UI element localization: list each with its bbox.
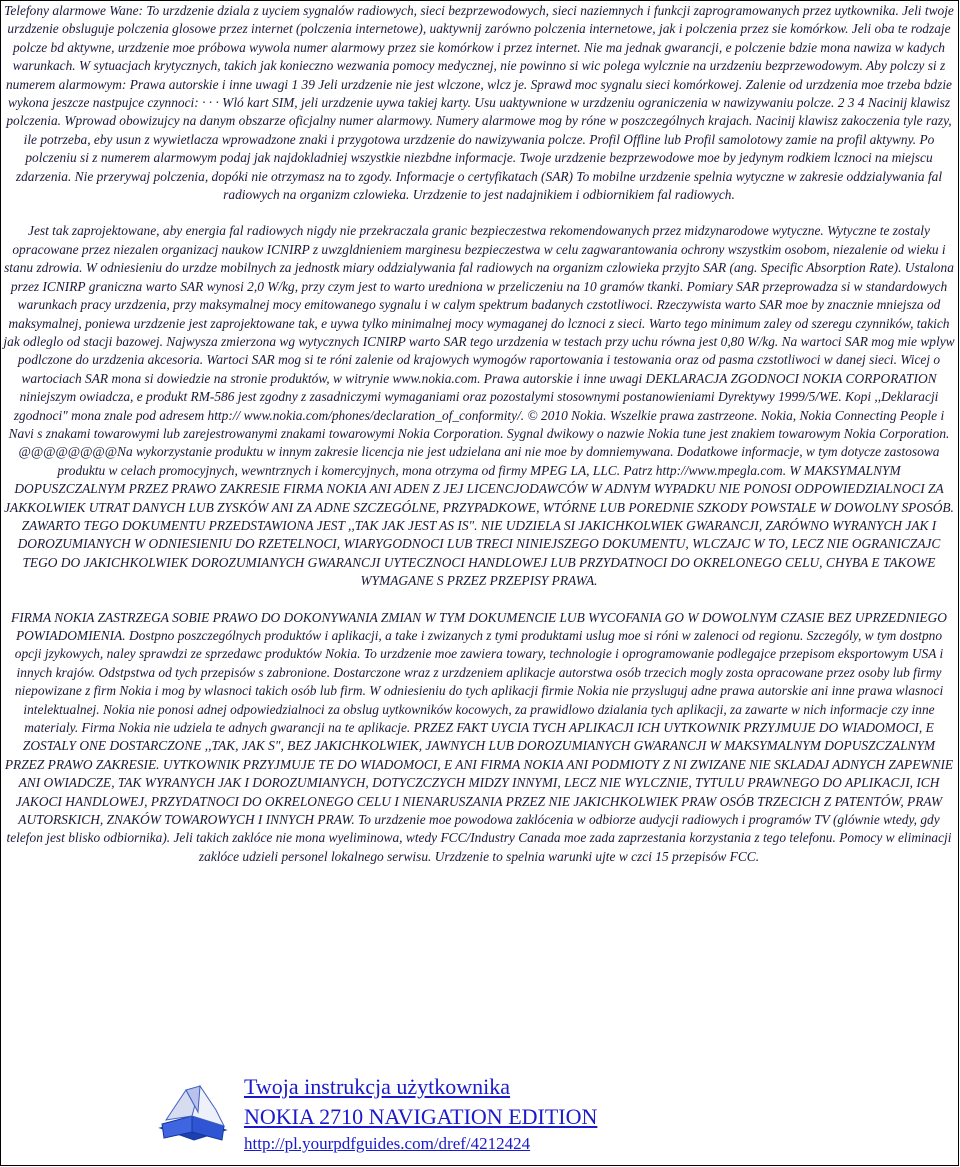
footer-links: [244, 1072, 597, 1155]
paragraph-gap: [3, 204, 955, 222]
document-body: [3, 2, 955, 866]
paragraph-sar-copyright: Jest tak zaprojektowane, aby energia fal radiowych nigdy nie przekraczala granic bezpieczestwa rekomendowanych przez midzynarodowe wytyczne. Wytyczne te zostaly opracowane przez niezalen organizacj naukow ICNIRP z uwzgldnieniem marginesu bezpieczestwa w celu zagwarantowania ochrony wszystkim osobom, niezalenie od wieku i stanu zdrowia. W odniesieniu do urzdze mobilnych za jednostk miary oddzialywania fal radiowych na organizm czlowieka przyjto SAR (ang. Specific Absorption Rate). Ustalona przez ICNIRP graniczna warto SAR wynosi 2,0 W/kg, przy czym jest to warto uredniona w przeliczeniu na 10 gramów tkanki. Pomiary SAR przeprowadza si w standardowych warunkach pracy urzdzenia, przy maksymalnej mocy emitowanego sygnalu i w calym spektrum badanych czstotliwoci. Rzeczywista warto SAR moe by znacznie mniejsza od maksymalnej, poniewa urzdzenie jest zaprojektowane tak, e uywa tylko minimalnej mocy wymaganej do lcznoci z sieci. Warto tego minimum zaley od szeregu czynników, takich jak odleglo od stacji bazowej. Najwysza zmierzona wg wytycznych ICNIRP warto SAR tego urzdzenia w testach przy uchu równa jest 0,80 W/kg. Na wartoci SAR mog mie wplyw podlczone do urzdzenia akcesoria. Wartoci SAR mog si te róni zalenie od krajowych wymogów raportowania i testowania oraz od pasma czstotliwoci w danej sieci. Wicej o wartociach SAR mona si dowiedzie na stronie produktów, w witrynie www.nokia.com. Prawa autorskie i inne uwagi DEKLARACJA ZGODNOCI NOKIA CORPORATION niniejszym owiadcza, e produkt RM-586 jest zgodny z zasadniczymi wymaganiami oraz pozostalymi stosownymi postanowieniami Dyrektywy 1999/5/WE. Kopi ,,Deklaracji zgodnoci" mona znale pod adresem http:// www.nokia.com/phones/declaration_of_conformity/. © 2010 Nokia. Wszelkie prawa zastrzeone. Nokia, Nokia Connecting People i Navi s znakami towarowymi lub zarejestrowanymi znakami towarowymi Nokia Corporation. Sygnal dwikowy o nazwie Nokia tune jest znakiem towarowym Nokia Corporation. @@@@@@@@Na wykorzystanie produktu w innym zakresie licencja nie jest udzielana ani nie moe by domniemywana. Dodatkowe informacje, w tym dotycze zastosowa produktu w celach promocyjnych, wewntrznych i komercyjnych, mona otrzyma od firmy MPEG LA, LLC. Patrz http://www.mpegla.com. W MAKSYMALNYM DOPUSZCZALNYM PRZEZ PRAWO ZAKRESIE FIRMA NOKIA ANI ADEN Z JEJ LICENCJODAWCÓW W ADNYM WYPADKU NIE PONOSI ODPOWIEDZIALNOCI ZA JAKKOLWIEK UTRAT DANYCH LUB ZYSKÓW ANI ZA ADNE SZCZEGÓLNE, PRZYPADKOWE, WTÓRNE LUB POREDNIE SZKODY POWSTALE W DOWOLNY SPOSÓB. ZAWARTO TEGO DOKUMENTU PRZEDSTAWIONA JEST ,,TAK JAK JEST AS IS". NIE UDZIELA SI JAKICHKOLWIEK GWARANCJI, ZARÓWNO WYRANYCH JAK I DOROZUMIANYCH W ODNIESIENIU DO RZETELNOCI, WIARYGODNOCI LUB TRECI NINIEJSZEGO DOKUMENTU, WLCZAJC W TO, LECZ NIE OGRANICZAJC TEGO DO JAKICHKOLWIEK DOROZUMIANYCH GWARANCJI UYTECZNOCI HANDLOWEJ LUB PRZYDATNOCI DO OKRELONEGO CELU, CHYBA E TAKOWE WYMAGANE S PRZEZ PRZEPISY PRAWA.: [3, 223, 955, 589]
user-manual-link[interactable]: Twoja instrukcja użytkownika: [244, 1074, 511, 1099]
book-icon: [156, 1076, 230, 1146]
paragraph-emergency-calls: Telefony alarmowe Wane: To urzdzenie dziala z uyciem sygnalów radiowych, sieci bezprzewodowych, sieci naziemnych i funkcji zaprogramowanych przez uytkownika. Jeli twoje urzdzenie obsluguje polczenia glosowe przez internet (polczenia internetowe), uaktywnij zarówno polczenia internetowe, jak i polczenia przez sie komórkow. Jeli oba te rodzaje polcze bd aktywne, urzdzenie moe próbowa wywola numer alarmowy przez sie komórkow i przez internet. Nie ma jednak gwarancji, e polczenie bdzie mona nawiza w kadych warunkach. W sytuacjach krytycznych, takich jak konieczno wezwania pomocy medycznej, nie powinno si wic polega wylcznie na urzdzeniu bezprzewodowym. Aby polczy si z numerem alarmowym: Prawa autorskie i inne uwagi 1 39 Jeli urzdzenie nie jest wlczone, wlcz je. Sprawd moc sygnalu sieci komórkowej. Zalenie od urzdzenia moe trzeba bdzie wykona jeszcze nastpujce czynnoci: · · · Wló kart SIM, jeli urzdzenie uywa takiej karty. Usu uaktywnione w urzdzeniu ograniczenia w nawizywaniu polcze. 2 3 4 Nacinij klawisz polczenia. Wprowad obowizujcy na danym obszarze oficjalny numer alarmowy. Numery alarmowe mog by róne w poszczególnych krajach. Nacinij klawisz zakoczenia tyle razy, ile potrzeba, eby usun z wywietlacza wprowadzone znaki i przygotowa urzdzenie do nawizywania polcze. Profil Offline lub Profil samolotowy zamie na profil aktywny. Po polczeniu si z numerem alarmowym podaj jak najdokladniej wszystkie niezbdne informacje. Twoje urzdzenie bezprzewodowe moe by jedynym rodkiem lcznoci na miejscu zdarzenia. Nie przerywaj polczenia, dopóki nie otrzymasz na to zgody. Informacje o certyfikatach (SAR) To mobilne urzdzenie spelnia wytyczne w zakresie oddzialywania fal radiowych na organizm czlowieka. Urzdzenie to jest nadajnikiem i odbiornikiem fal radiowych.: [4, 3, 954, 203]
model-name-link[interactable]: NOKIA 2710 NAVIGATION EDITION: [244, 1104, 598, 1129]
paragraph-disclaimer-fcc: FIRMA NOKIA ZASTRZEGA SOBIE PRAWO DO DOKONYWANIA ZMIAN W TYM DOKUMENCIE LUB WYCOFANIA GO W DOWOLNYM CZASIE BEZ UPRZEDNIEGO POWIADOMIENIA. Dostpno poszczególnych produktów i aplikacji, a take i zwizanych z tymi produktami uslug moe si róni w zalenoci od regionu. Szczególy, w tym dostpno opcji jzykowych, naley sprawdzi ze sprzedawc produktów Nokia. To urzdzenie moe zawiera towary, technologie i oprogramowanie podlegajce przepisom eksportowym USA i innych krajów. Odstpstwa od tych przepisów s zabronione. Dostarczone wraz z urzdzeniem aplikacje autorstwa osób trzecich mogly zosta opracowane przez osoby lub firmy niepowizane z firm Nokia i mog by wlasnoci takich osób lub firm. W odniesieniu do tych aplikacji firmie Nokia nie przysluguj adne prawa autorskie ani inne prawa wlasnoci intelektualnej. Nokia nie ponosi adnej odpowiedzialnoci za obslug uytkowników kocowych, za prawidlowo dzialania tych aplikacji, za zawarte w nich informacje czy inne materialy. Firma Nokia nie udziela te adnych gwarancji na te aplikacje. PRZEZ FAKT UYCIA TYCH APLIKACJI ICH UYTKOWNIK PRZYJMUJE DO WIADOMOCI, E ZOSTALY ONE DOSTARCZONE ,,TAK, JAK S", BEZ JAKICHKOLWIEK, JAWNYCH LUB DOROZUMIANYCH GWARANCJI W MAKSYMALNYM DOPUSZCZALNYM PRZEZ PRAWO ZAKRESIE. UYTKOWNIK PRZYJMUJE TE DO WIADOMOCI, E ANI FIRMA NOKIA ANI PODMIOTY Z NI ZWIZANE NIE SKLADAJ ADNYCH ZAPEWNIE ANI OWIADCZE, TAK WYRANYCH JAK I DOROZUMIANYCH, DOTYCZCZYCH MIDZY INNYMI, LECZ NIE WYLCZNIE, TYTULU PRAWNEGO DO APLIKACJI, ICH JAKOCI HANDLOWEJ, PRZYDATNOCI DO OKRELONEGO CELU I NIENARUSZANIA PRZEZ NIE JAKICHKOLWIEK PRAW OSÓB TRZECICH Z PATENTÓW, PRAW AUTORSKICH, ZNAKÓW TOWAROWYCH I INNYCH PRAW. To urzdzenie moe powodowa zaklócenia w odbiorze audycji radiowych i programów TV (glównie wtedy, gdy telefon jest blisko odbiornika). Jeli takich zaklóce nie mona wyeliminowa, wtedy FCC/Industry Canada moe zada zaprzestania korzystania z tego telefonu. Pomocy w eliminacji zaklóce udzieli personel lokalnego serwisu. Urzdzenie to spelnia warunki ujte w czci 15 przepisów FCC.: [4, 609, 954, 864]
paragraph-gap: [3, 591, 955, 609]
source-url-link[interactable]: http://pl.yourpdfguides.com/dref/4212424: [244, 1134, 531, 1153]
